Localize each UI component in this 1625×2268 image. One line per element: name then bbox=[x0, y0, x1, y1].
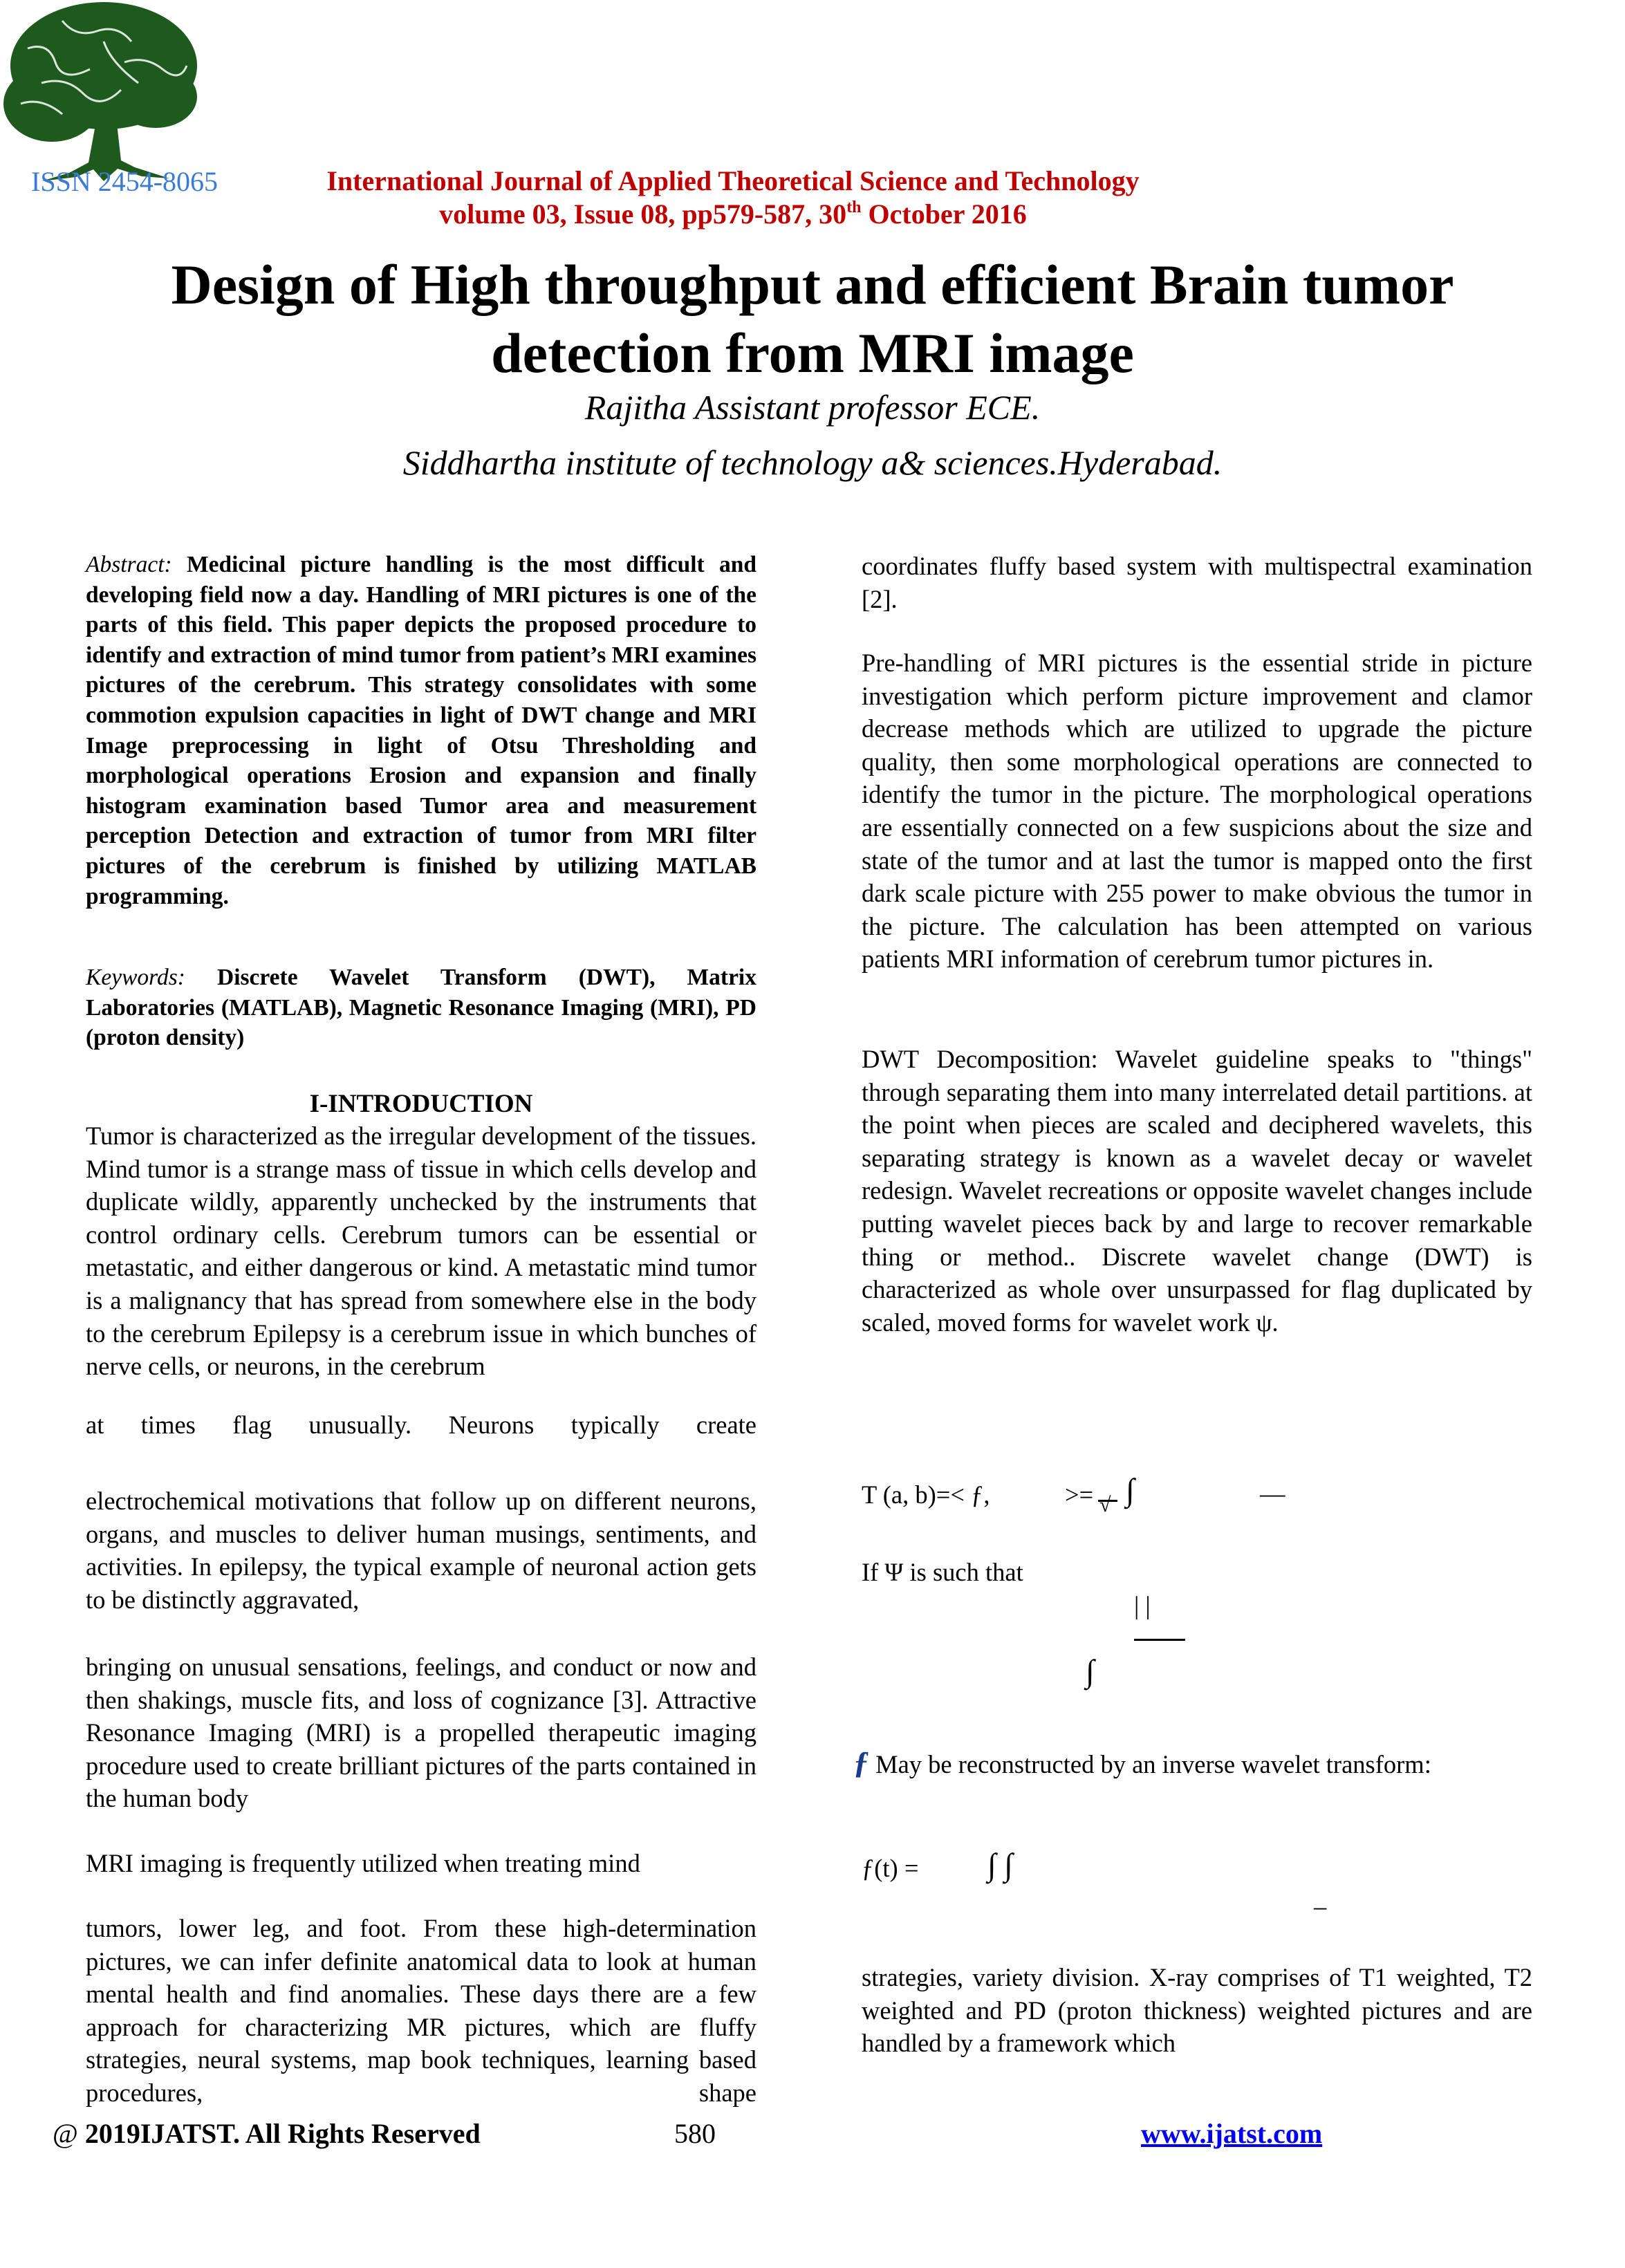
right-p2: Pre-handling of MRI pictures is the essential stride in picture investigation which perform picture improvement and clamor decrease methods which are utilized to upgrade the picture quality, then some morphological operations are connected to identify the tumor in the picture. The morphological operations are essentially connected on a few suspicions about the size and state of the tumor and at last the tumor is mapped onto the first dark scale picture with 255 power to make obvious the tumor in the picture. The calculation has been attempted on various patients MRI information of cerebrum tumor pictures in. bbox=[862, 649, 1532, 974]
formula1-fraction-bar bbox=[1098, 1500, 1117, 1502]
formula2-bar: ‒ bbox=[1314, 1892, 1327, 1920]
formula-wavelet-transform bbox=[862, 1480, 990, 1509]
section-heading: I-INTRODUCTION bbox=[309, 1090, 533, 1118]
issue-suffix: October 2016 bbox=[861, 198, 1027, 230]
paper-title bbox=[69, 250, 1556, 387]
formula1-bar: — bbox=[1260, 1479, 1285, 1507]
right-paragraph-2 bbox=[862, 647, 1532, 976]
intro-paragraph-1b bbox=[86, 1411, 756, 1439]
intro-p1b: at times flag unusually. Neurons typically create bbox=[86, 1411, 756, 1439]
journal-issue bbox=[249, 198, 1217, 230]
condition-text: If Ψ is such that bbox=[862, 1558, 1023, 1586]
issue-sup: th bbox=[846, 198, 862, 216]
intro-p3: bringing on unusual sensations, feelings, and conduct or now and then shakings, muscle fits, and loss of cognizance [3]. Attractive Resonance Imaging (MRI) is a propelled therapeutic imaging procedure used to create brilliant pictures of the parts contained in the human body bbox=[86, 1653, 756, 1813]
right-p4: strategies, variety division. X-ray comprises of T1 weighted, T2 weighted and PD (proton thickness) weighted pictures and are handled by a framework which bbox=[862, 1963, 1532, 2058]
abstract bbox=[86, 550, 756, 911]
intro-paragraph-4 bbox=[86, 1847, 756, 1880]
reconstruct-line bbox=[853, 1744, 1431, 1781]
right-paragraph-3 bbox=[862, 1043, 1532, 1339]
copyright-symbol: @ bbox=[53, 2118, 78, 2149]
page-number: 580 bbox=[674, 2118, 716, 2149]
journal-logo bbox=[0, 0, 228, 201]
condition-integral: ∫ bbox=[1086, 1653, 1095, 1689]
intro-paragraph-2 bbox=[86, 1485, 756, 1616]
copyright-text: 2019IJATST. All Rights Reserved bbox=[77, 2118, 481, 2149]
keywords-text: Discrete Wavelet Transform (DWT), Matrix Laboratories (MATLAB), Magnetic Resonance Imaging (MRI), PD (proton density) bbox=[86, 965, 756, 1051]
intro-paragraph-5 bbox=[86, 1912, 756, 2110]
brain-tree-icon bbox=[0, 0, 228, 201]
svg-text:ISSN 2454-8065: ISSN 2454-8065 bbox=[31, 166, 219, 197]
formula1-sqrt: √ bbox=[1099, 1494, 1111, 1516]
right-p3: DWT Decomposition: Wavelet guideline speaks to "things" through separating them into many interrelated detail partitions. at the point when pieces are scaled and deciphered wavelets, this separating strategy is known as a wavelet decay or wavelet redesign. Wavelet recreations or opposite wavelet changes include putting wavelet pieces back by and large to recover remarkable thing or method.. Discrete wavelet change (DWT) is characterized as whole over unsurpassed for flag duplicated by scaled, moved forms for wavelet work ψ. bbox=[862, 1045, 1532, 1337]
condition-fraction-bar bbox=[1134, 1639, 1185, 1641]
keywords bbox=[86, 963, 756, 1053]
reconstruct-text: May be reconstructed by an inverse wavelet transform: bbox=[875, 1750, 1431, 1778]
abstract-text: Medicinal picture handling is the most difficult and developing field now a day. Handling of MRI pictures is one of the parts of this field. This paper depicts the proposed procedure to identify and extraction of mind tumor from patient’s MRI examines pictures of the cerebrum. This strategy consolidates with some commotion expulsion capacities in light of DWT change and MRI Image preprocessing in light of Otsu Thresholding and morphological operations Erosion and expansion and finally histogram examination based Tumor area and measurement perception Detection and extraction of tumor from MRI filter pictures of the cerebrum is finished by utilizing MATLAB programming. bbox=[86, 552, 757, 909]
keywords-label: Keywords: bbox=[86, 965, 185, 990]
right-paragraph-4 bbox=[862, 1961, 1532, 2060]
intro-p4: MRI imaging is frequently utilized when treating mind bbox=[86, 1849, 640, 1877]
issue-prefix: volume 03, Issue 08, pp579-587, 30 bbox=[439, 198, 847, 230]
title-line-1: Design of High throughput and efficient Brain tumor bbox=[171, 253, 1454, 316]
intro-paragraph-3 bbox=[86, 1651, 756, 1815]
intro-p5: tumors, lower leg, and foot. From these high-determination pictures, we can infer definite anatomical data to look at human mental health and find anomalies. These days there are a few approach for characterizing MR pictures, which are fluffy strategies, neural systems, map book techniques, learning based procedures, shape bbox=[86, 1914, 756, 2107]
formula2-lhs: ƒ(t) = bbox=[862, 1854, 919, 1882]
intro-paragraph-1 bbox=[86, 1119, 756, 1383]
formula1-mid: >= bbox=[1065, 1480, 1094, 1509]
title-line-2: detection from MRI image bbox=[491, 322, 1134, 384]
formula2-integrals: ∫ ∫ bbox=[987, 1847, 1013, 1882]
intro-p1: Tumor is characterized as the irregular development of the tissues. Mind tumor is a strange mass of tissue in which cells develop and duplicate wildly, apparently unchecked by the instruments that control ordinary cells. Cerebrum tumors can be essential or metastatic, and either dangerous or kind. A metastatic mind tumor is a malignancy that has spread from somewhere else in the body to the cerebrum Epilepsy is a cerebrum issue in which bunches of nerve cells, or neurons, in the cerebrum bbox=[86, 1122, 756, 1381]
f-icon: ƒ bbox=[853, 1745, 869, 1780]
footer-copyright bbox=[53, 2117, 481, 2150]
formula1-lhs: T (a, b)=< ƒ, bbox=[862, 1480, 990, 1509]
author: Rajitha Assistant professor ECE. bbox=[584, 388, 1041, 427]
affiliation: Siddhartha institute of technology a& sciences.Hyderabad. bbox=[402, 443, 1223, 482]
journal-name: International Journal of Applied Theoretical Science and Technology bbox=[326, 165, 1140, 196]
intro-p2: electrochemical motivations that follow up on different neurons, organs, and muscles to deliver human musings, sentiments, and activities. In epilepsy, the typical example of neuronal action gets to be distinctly aggravated, bbox=[86, 1487, 756, 1614]
right-p1: coordinates fluffy based system with multispectral examination [2]. bbox=[862, 552, 1532, 613]
website-link[interactable]: www.ijatst.com bbox=[1141, 2118, 1323, 2149]
condition-abs: | | bbox=[1134, 1591, 1151, 1619]
right-paragraph-1 bbox=[862, 550, 1532, 615]
formula1-integral: ∫ bbox=[1126, 1472, 1135, 1507]
abstract-label: Abstract: bbox=[86, 552, 172, 577]
